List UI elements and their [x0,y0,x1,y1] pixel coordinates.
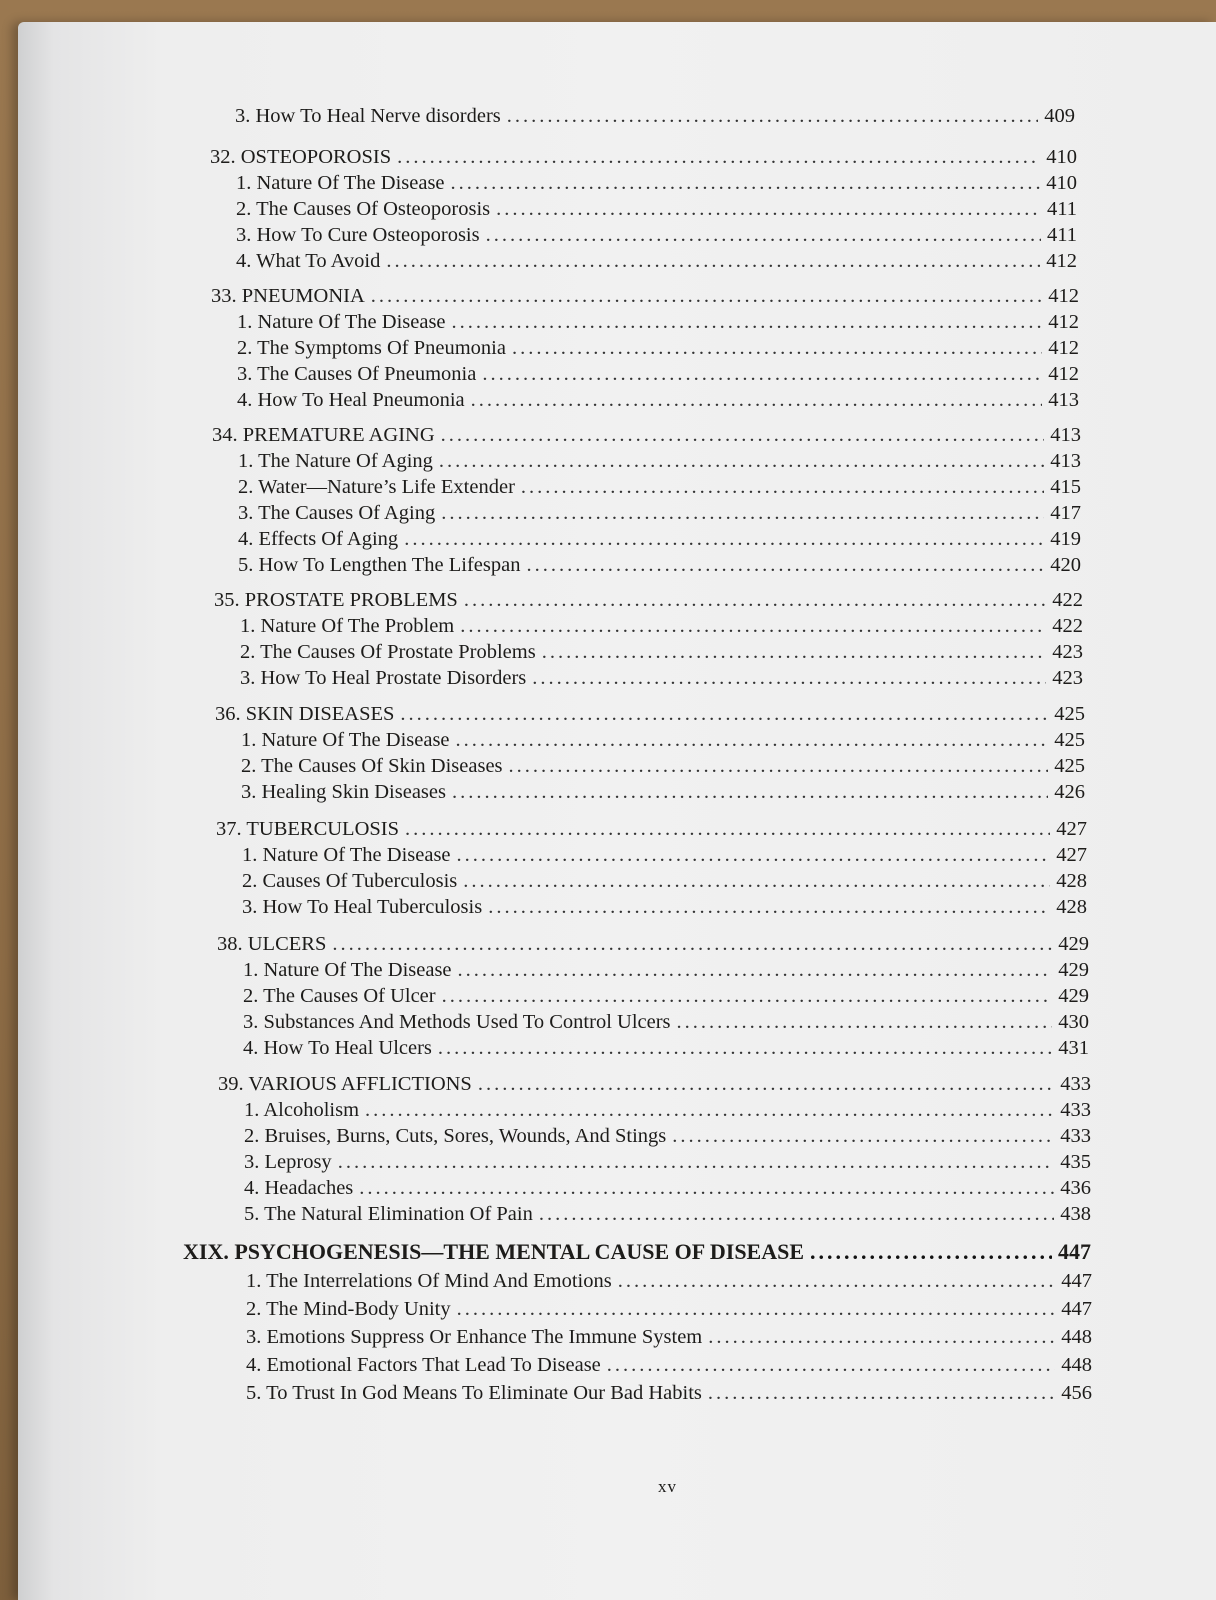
toc-entry-page: 448 [1061,1326,1092,1348]
toc-entry-page: 413 [1050,450,1081,472]
toc-entry-page: 433 [1060,1125,1091,1147]
toc-entry-page: 433 [1060,1073,1091,1095]
dot-leader [488,895,1050,919]
toc-entry-title: 3. Leprosy [244,1151,332,1173]
toc-entry [243,984,1089,1008]
dot-leader [672,1124,1054,1148]
toc-entry-page: 417 [1050,502,1081,524]
toc-entry-title: 5. To Trust In God Means To Eliminate Our Bad Habits [246,1382,702,1404]
toc-section [214,588,1083,612]
toc-entry-page: 428 [1056,870,1087,892]
toc-entry-title: 2. Bruises, Burns, Cuts, Sores, Wounds, And Stings [244,1125,667,1147]
toc-chapter-title: XIX. PSYCHOGENESIS—THE MENTAL CAUSE OF DISEASE [183,1239,805,1264]
toc-entry-page: 448 [1061,1354,1092,1376]
toc-entry-title: 4. Emotional Factors That Lead To Disease [246,1354,601,1376]
dot-leader [526,553,1044,577]
toc-entry-page: 422 [1052,615,1083,637]
toc-entry-page: 425 [1054,755,1085,777]
book-page [18,22,1216,1600]
toc-entry-page: 428 [1056,896,1087,918]
toc-entry-title: 39. VARIOUS AFFLICTIONS [218,1073,472,1095]
toc-entry-page: 429 [1058,959,1089,981]
toc-entry-page: 425 [1054,729,1085,751]
dot-leader [400,702,1048,726]
toc-entry-page: 413 [1050,424,1081,446]
toc-entry [243,1036,1089,1060]
toc-entry-title: 1. The Nature Of Aging [238,450,433,472]
toc-entry-title: 36. SKIN DISEASES [215,703,395,725]
toc-entry [241,754,1085,778]
toc-entry-title: 3. How To Heal Tuberculosis [242,896,483,918]
toc-entry [242,895,1087,919]
toc-entry-title: 1. Nature Of The Disease [236,172,445,194]
toc-entry [246,1381,1092,1405]
dot-leader [386,249,1040,273]
toc-entry [238,449,1081,473]
toc-entry [238,501,1081,525]
dot-leader [463,869,1050,893]
table-of-contents [18,22,1216,1600]
dot-leader [405,817,1050,841]
dot-leader [482,362,1042,386]
dot-leader [539,1202,1054,1226]
toc-entry-page: 409 [1044,105,1075,127]
toc-entry-title: 4. Headaches [244,1177,354,1199]
toc-entry-page: 429 [1058,933,1089,955]
toc-entry-title: 38. ULCERS [217,933,327,955]
toc-entry-page: 410 [1046,146,1077,168]
dot-leader [618,1269,1056,1293]
toc-entry-page: 438 [1060,1203,1091,1225]
toc-entry-page: 427 [1056,818,1087,840]
toc-entry-title: 2. Causes Of Tuberculosis [242,870,458,892]
toc-entry [237,336,1079,360]
toc-entry [244,1098,1091,1122]
toc-entry-page: 411 [1047,224,1077,246]
toc-entry [243,1010,1089,1034]
toc-section [210,145,1077,169]
toc-entry [244,1124,1091,1148]
toc-entry [238,475,1081,499]
dot-leader [471,388,1043,412]
toc-entry [246,1325,1092,1349]
dot-leader [452,780,1048,804]
page-number: xv [658,1477,677,1496]
dot-leader [452,310,1043,334]
toc-entry-title: 3. The Causes Of Aging [238,502,436,524]
toc-entry-page: 410 [1046,172,1077,194]
dot-leader [365,1098,1054,1122]
toc-entry [243,958,1089,982]
toc-entry-page: 430 [1058,1011,1089,1033]
toc-entry [240,666,1083,690]
toc-entry [242,869,1087,893]
dot-leader [708,1381,1055,1405]
dot-leader [486,223,1041,247]
toc-entry-page: 412 [1048,337,1079,359]
dot-leader [532,666,1046,690]
dot-leader [404,527,1044,551]
toc-entry-title: 2. The Symptoms Of Pneumonia [237,337,506,359]
dot-leader [460,614,1046,638]
toc-entry-page: 447 [1061,1270,1092,1292]
toc-entry-title: 5. The Natural Elimination Of Pain [244,1203,533,1225]
toc-entry [246,1297,1092,1321]
toc-entry-page: 412 [1048,311,1079,333]
toc-entry-title: 2. The Causes Of Skin Diseases [241,755,503,777]
dot-leader [456,728,1049,752]
toc-entry-title: 1. Nature Of The Disease [243,959,452,981]
dot-leader [521,475,1044,499]
toc-entry-page: 456 [1061,1382,1092,1404]
dot-leader [439,449,1044,473]
toc-entry [236,223,1077,247]
toc-entry-page: 433 [1060,1099,1091,1121]
toc-entry-title: 3. Substances And Methods Used To Control Ulcers [243,1011,671,1033]
toc-section [211,284,1079,308]
toc-entry-title: 3. How To Cure Osteoporosis [236,224,480,246]
toc-section [217,932,1089,956]
toc-entry-page: 412 [1048,363,1079,385]
dot-leader [810,1240,1052,1264]
toc-entry-page: 412 [1048,285,1079,307]
dot-leader [457,843,1051,867]
toc-section [212,423,1081,447]
dot-leader [496,197,1041,221]
toc-entry-page: 420 [1050,554,1081,576]
toc-entry-title: 2. The Causes Of Osteoporosis [236,198,491,220]
toc-section [215,702,1085,726]
dot-leader [442,984,1053,1008]
toc-entry-title: 33. PNEUMONIA [211,285,365,307]
toc-entry-page: 427 [1056,844,1087,866]
toc-entry [244,1150,1091,1174]
toc-entry-page: 423 [1052,641,1083,663]
dot-leader [441,501,1044,525]
toc-entry-title: 3. How To Heal Nerve disorders [235,105,501,127]
toc-entry-title: 34. PREMATURE AGING [212,424,435,446]
toc-entry-title: 3. How To Heal Prostate Disorders [240,667,527,689]
dot-leader [338,1150,1055,1174]
toc-entry [236,171,1077,195]
toc-entry [240,614,1083,638]
toc-entry-title: 1. Alcoholism [244,1099,360,1121]
dot-leader [451,171,1041,195]
dot-leader [607,1353,1055,1377]
toc-entry [244,1202,1091,1226]
dot-leader [542,640,1047,664]
toc-entry [238,527,1081,551]
toc-entry-title: 2. The Causes Of Prostate Problems [240,641,536,663]
dot-leader [371,284,1043,308]
toc-section [218,1072,1091,1096]
toc-entry-page: 426 [1054,781,1085,803]
toc-entry-page: 431 [1058,1037,1089,1059]
toc-entry [240,640,1083,664]
toc-entry-page: 436 [1060,1177,1091,1199]
dot-leader [507,104,1038,128]
dot-leader [359,1176,1054,1200]
toc-entry-title: 37. TUBERCULOSIS [216,818,400,840]
toc-entry-page: 412 [1046,250,1077,272]
toc-entry [238,553,1081,577]
toc-entry-title: 32. OSTEOPOROSIS [210,146,392,168]
toc-entry-page: 423 [1052,667,1083,689]
toc-entry-title: 4. Effects Of Aging [238,528,399,550]
toc-entry-page: 422 [1052,589,1083,611]
dot-leader [441,423,1045,447]
dot-leader [464,588,1046,612]
toc-entry [242,843,1087,867]
toc-entry [241,728,1085,752]
toc-entry [235,104,1075,128]
dot-leader [708,1325,1055,1349]
toc-entry [237,388,1079,412]
toc-entry-page: 425 [1054,703,1085,725]
toc-entry-title: 5. How To Lengthen The Lifespan [238,554,521,576]
dot-leader [458,958,1053,982]
toc-entry-title: 2. Water—Nature’s Life Extender [238,476,515,498]
toc-entry [246,1353,1092,1377]
toc-chapter-page: 447 [1058,1239,1091,1264]
toc-entry [244,1176,1091,1200]
toc-entry-page: 419 [1050,528,1081,550]
toc-entry-title: 1. Nature Of The Problem [240,615,455,637]
toc-entry-page: 413 [1048,389,1079,411]
dot-leader [512,336,1042,360]
toc-entry [237,362,1079,386]
toc-entry-page: 435 [1060,1151,1091,1173]
toc-entry-title: 4. How To Heal Pneumonia [237,389,465,411]
toc-entry [246,1269,1092,1293]
toc-entry-title: 2. The Causes Of Ulcer [243,985,436,1007]
toc-entry-title: 3. Healing Skin Diseases [241,781,446,803]
toc-entry [237,310,1079,334]
toc-entry-title: 1. The Interrelations Of Mind And Emotions [246,1270,612,1292]
dot-leader [677,1010,1053,1034]
toc-entry [236,249,1077,273]
toc-entry-title: 2. The Mind-Body Unity [246,1298,451,1320]
toc-entry-title: 35. PROSTATE PROBLEMS [214,589,458,611]
toc-entry-title: 3. The Causes Of Pneumonia [237,363,477,385]
toc-entry-title: 1. Nature Of The Disease [242,844,451,866]
toc-entry-title: 1. Nature Of The Disease [237,311,446,333]
dot-leader [438,1036,1052,1060]
dot-leader [509,754,1049,778]
dot-leader [332,932,1052,956]
toc-chapter [183,1240,1091,1264]
toc-entry-title: 4. What To Avoid [236,250,381,272]
toc-entry-title: 3. Emotions Suppress Or Enhance The Immune System [246,1326,703,1348]
dot-leader [397,145,1040,169]
toc-entry-title: 4. How To Heal Ulcers [243,1037,432,1059]
dot-leader [457,1297,1056,1321]
toc-entry-title: 1. Nature Of The Disease [241,729,450,751]
toc-section [216,817,1087,841]
toc-entry-page: 415 [1050,476,1081,498]
dot-leader [478,1072,1054,1096]
toc-entry-page: 429 [1058,985,1089,1007]
toc-entry [241,780,1085,804]
toc-entry [236,197,1077,221]
toc-entry-page: 447 [1061,1298,1092,1320]
toc-entry-page: 411 [1047,198,1077,220]
